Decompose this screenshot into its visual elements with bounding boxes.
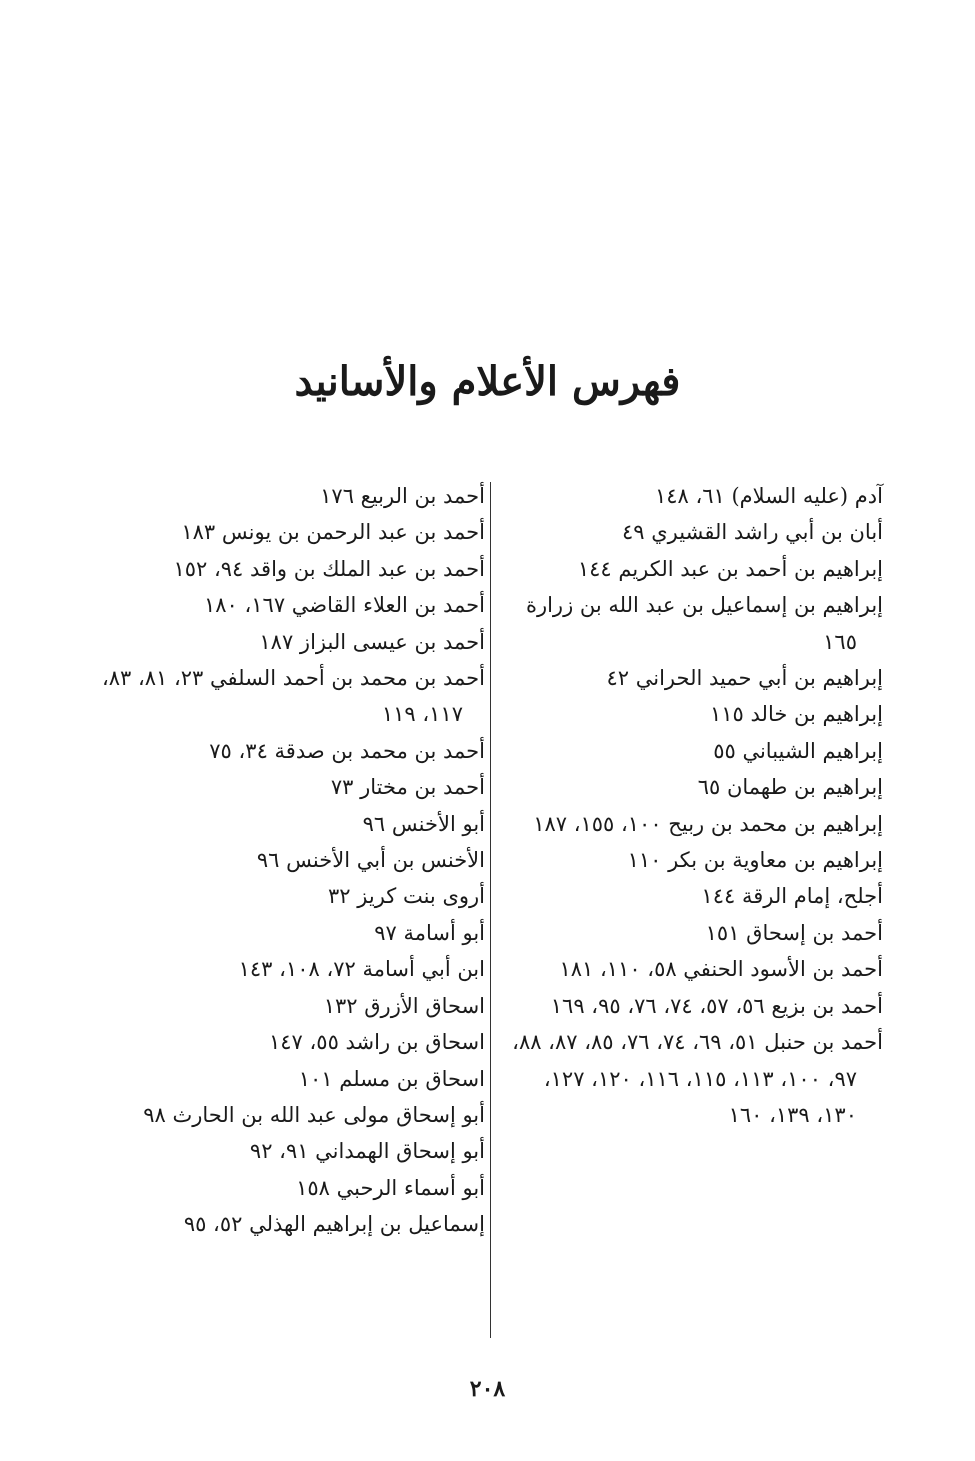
index-entry: أحمد بن الأسود الحنفي ٥٨، ١١٠، ١٨١ [559, 957, 883, 982]
index-entry: اسحاق الأزرق ١٣٢ [323, 993, 485, 1018]
index-entry: إسماعيل بن إبراهيم الهذلي ٥٢، ٩٥ [183, 1212, 485, 1237]
index-entry: أحمد بن عبد الرحمن بن يونس ١٨٣ [181, 520, 485, 545]
index-entry: أحمد بن حنبل ٥١، ٦٩، ٧٤، ٧٦، ٨٥، ٨٧، ٨٨، ٩٧، ١٠٠، ١١٣، ١١٥، ١١٦، ١٢٠، ١٢٧، ١٣٠، ١٣٩، ١٦٠ [512, 1030, 883, 1127]
page-title: فهرس الأعلام والأسانيد [294, 358, 681, 405]
index-entry: إبراهيم بن معاوية بن بكر ١١٠ [627, 848, 883, 873]
index-entry: أحمد بن عبد الملك بن واقد ٩٤، ١٥٢ [173, 556, 485, 581]
index-entry: أحمد بن الربيع ١٧٦ [320, 484, 485, 508]
index-entry: اسحاق بن مسلم ١٠١ [298, 1066, 485, 1091]
index-entry: أبو إسحاق مولى عبد الله بن الحارث ٩٨ [143, 1102, 485, 1127]
index-entry: إبراهيم بن خالد ١١٥ [710, 702, 883, 727]
index-column-right [501, 478, 883, 1133]
index-entry: أروى بنت كريز ٣٢ [328, 884, 485, 909]
index-entry: أحمد بن إسحاق ١٥١ [705, 920, 883, 945]
index-entry: أحمد بن بزيع ٥٦، ٥٧، ٧٤، ٧٦، ٩٥، ١٦٩ [550, 993, 883, 1018]
index-entry: أبان بن أبي راشد القشيري ٤٩ [622, 520, 883, 545]
index-entry: إبراهيم بن محمد بن ربيح ١٠٠، ١٥٥، ١٨٧ [533, 811, 883, 836]
index-entry: أحمد بن مختار ٧٣ [330, 775, 485, 800]
index-entry: إبراهيم بن أحمد بن عبد الكريم ١٤٤ [577, 556, 883, 581]
column-divider [490, 482, 491, 1338]
index-entry: آدم (عليه السلام) ٦١، ١٤٨ [654, 484, 883, 508]
index-entry: أحمد بن محمد بن صدقة ٣٤، ٧٥ [209, 738, 485, 763]
index-entry: أبو إسحاق الهمداني ٩١، ٩٢ [249, 1139, 485, 1164]
index-entry: إبراهيم بن أبي حميد الحراني ٤٢ [606, 666, 883, 691]
page-number: ٢٠٨ [469, 1376, 506, 1402]
index-entry: ابن أبي أسامة ٧٢، ١٠٨، ١٤٣ [238, 957, 485, 982]
index-entry: الأخنس بن أبي الأخنس ٩٦ [256, 848, 485, 873]
index-column-left [97, 478, 485, 1243]
index-entry: أحمد بن عيسى البزاز ١٨٧ [259, 629, 485, 654]
index-entry: اسحاق بن راشد ٥٥، ١٤٧ [269, 1030, 485, 1055]
index-entry: أجلح، إمام الرقة ١٤٤ [701, 884, 883, 909]
index-entry: أبو أسامة ٩٧ [374, 920, 485, 945]
index-entry: إبراهيم الشيباني ٥٥ [713, 738, 883, 763]
index-entry: أبو الأخنس ٩٦ [362, 811, 485, 836]
index-entry: أحمد بن العلاء القاضي ١٦٧، ١٨٠ [203, 593, 485, 618]
index-entry: إبراهيم بن إسماعيل بن عبد الله بن زرارة ١٦٥ [525, 593, 883, 654]
index-entry: أبو أسماء الرحبي ١٥٨ [296, 1175, 485, 1200]
index-entry: إبراهيم بن طهمان ٦٥ [697, 775, 883, 800]
index-entry: أحمد بن محمد بن أحمد السلفي ٢٣، ٨١، ٨٣، ١١٧، ١١٩ [101, 666, 485, 727]
